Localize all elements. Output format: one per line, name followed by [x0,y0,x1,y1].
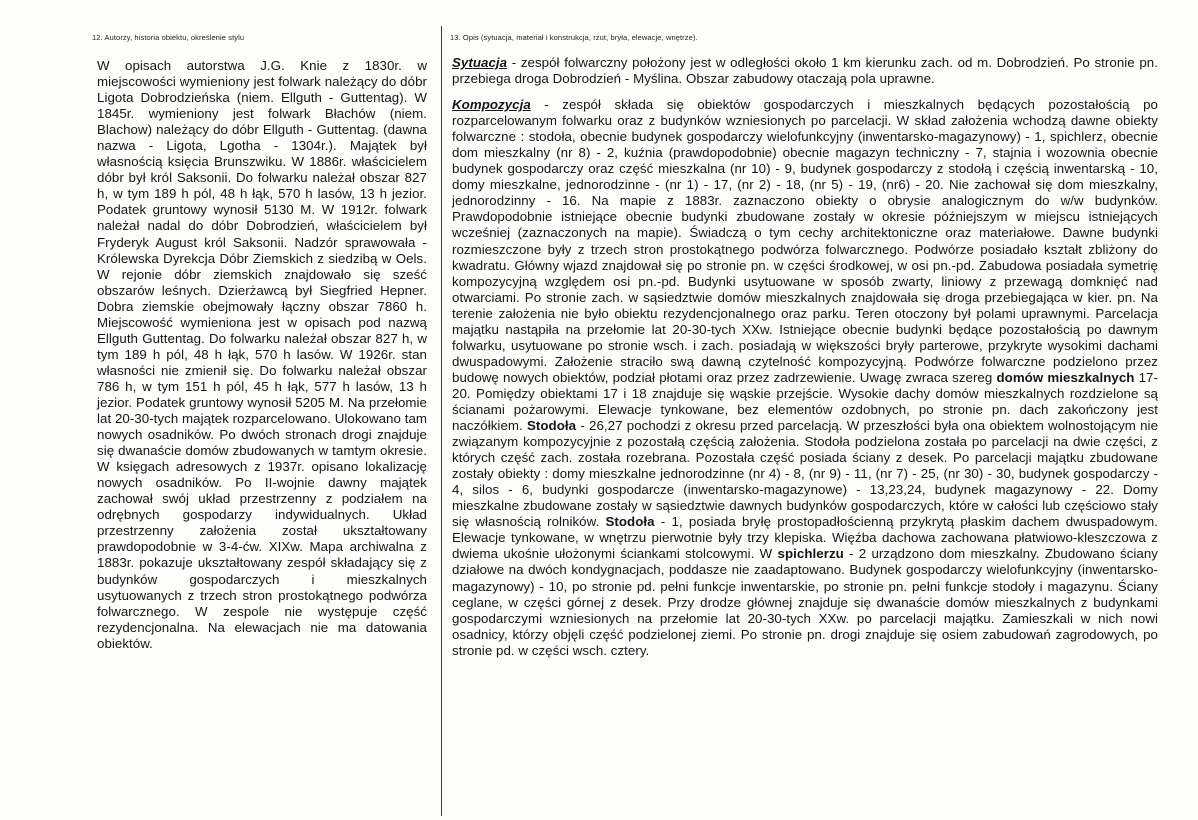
description-column [452,55,1158,659]
situation-paragraph [452,55,1158,87]
composition-text-1: - zespół składa się obiektów gospodarczych i mieszkalnych będących pozostałością po rozparcelowanym folwarku oraz z budynków wzniesionych po parcelacji. W skład założenia wchodzą dawne obiekty folwarczne : stodoła, obecnie budynek gospodarczy wielofunkcyjny (inwentarsko-magazynowy) - 1, spichlerz, obecnie dom mieszkalny (nr 8) - 2, kuźnia (prawdopodobnie) obecnie magazyn techniczny - 7, stajnia i wozownia obecnie budynek gospodarczy oraz część mieszkalna (nr 10) - 9, budynek gospodarczy z stodołą i częścią inwentarską - 10, domy mieszkalne, jednorodzinne - (nr 1) - 17, (nr 2) - 18, (nr 5) - 19, (nr6) - 20. Nie zachował się dom mieszkalny, jednorodzinny - 16. Na mapie z 1883r. zaznaczono obiekty o obrysie analogicznym do w/w budynków. Prawdopodobnie istniejące obecnie budynki zbudowane zostały w okresie późniejszym w miejscu istniejących wcześniej (zaznaczonych na mapie). Świadczą o tym cechy architektoniczne oraz materiałowe. Dawne budynki rozmieszczone były z trzech stron prostokątnego podwórza folwarcznego. Podwórze posiadało kształt zbliżony do kwadratu. Główny wjazd znajdował się po stronie pn. w części środkowej, w osi pn.-pd. Zabudowa posiadała symetrię kompozycyjną względem osi pn.-pd. Budynki usytuowane w sposób zwarty, liniowy z przewagą domknięć nad otwarciami. Po stronie zach. w sąsiedztwie domów mieszkalnych znajdowała się droga przebiegająca w kier. pn. Na terenie założenia nie było obiektu rezydencjonalnego oraz parku. Teren otoczony był polami uprawnymi. Parcelacja majątku nastąpiła na przełomie lat 20-30-tych XXw. Istniejące obecnie budynki będące pozostałością po dawnym folwarku, usytuowane po stronie wsch. i zach. posiadają w większości bryły parterowe, przykryte wysokimi dachami dwuspadowymi. Założenie straciło swą dawną czytelność kompozycyjną. Podwórze folwarczne podzielono przez budowę nowych obiektów, podział płotami oraz przez zadrzewienie. Uwagę zwraca szereg [452,97,1158,385]
section-12-header: 12. Autorzy, historia obiektu, określenie stylu [92,33,245,42]
section-13-header: 13. Opis (sytuacja, materiał i konstrukcja, rzut, bryła, elewacje, wnętrze). [450,33,698,42]
composition-text-4: - 1, posiada bryłę prostopadłościenną przykrytą płaskim dachem dwuspadowym. Elewacje tynkowane, w wnętrzu pierwotnie były trzy klepiska. Więźba dachowa zachowana płatwiowo-kleszczowa z dwiema ukośnie ułożonymi ściankami stolcowymi. W [452,514,1158,562]
composition-text-2: 17-20. Pomiędzy obiektami 17 i 18 znajduje się wąskie przejście. Wysokie dachy domów mieszkalnych rozdzielone są ścianami pożarowymi. Elewacje tynkowane, bez elementów ozdobnych, po stronie pn. dach zakończony jest naczółkiem. [452,369,1158,434]
column-divider [441,26,442,816]
composition-text-5: - 2 urządzono dom mieszkalny. Zbudowano ściany działowe na dwóch kondygnacjach, poddasze nie zaadaptowano. Budynek gospodarczy wielofunkcyjny (inwentarsko-magazynowy) - 10, po stronie pd. pełni funkcje inwentarskie, po stronie pn. pełni funkcje stodoły i magazynu. Ściany ceglane, w części górnej z desek. Przy drodze głównej znajduje się dwanaście domów mieszkalnych z budynkami gospodarczymi wzniesionych na przełomie lat 20-30-tych XXw. po parcelacji majątku. Zamieszkali w nich nowi osadnicy, którzy objęli część podzielonej ziemi. Po stronie pn. drogi znajduje się osiem zabudowań zagrodowych, po stronie pd. w części wsch. cztery. [452,546,1158,658]
history-column [97,58,427,652]
situation-text: - zespół folwarczny położony jest w odległości około 1 km kierunku zach. od m. Dobrodzień. Po stronie pn. przebiega droga Dobrodzień - Myślina. Obszar zabudowy otaczają pola uprawne. [452,55,1158,87]
composition-heading: Kompozycja [452,97,531,113]
history-paragraph: W opisach autorstwa J.G. Knie z 1830r. w miejscowości wymieniony jest folwark należący do dóbr Ligota Dobrodzieńska (niem. Ellguth - Guttentag). W 1845r. wymieniony jest folwark Błachów (niem. Blachow) należący do dóbr Ellguth - Guttentag. (dawna nazwa - Ligota, Lgotha - 1304r.). Majątek był własnością księcia Brunszwiku. W 1886r. właścicielem dóbr był król Saksonii. Do folwarku należał obszar 827 h, w tym 189 h pól, 48 h łąk, 570 h lasów, 13 h jezior. Podatek gruntowy wynosił 5130 M. W 1912r. folwark należał nadal do dóbr Dobrodzień, właścicielem był Fryderyk August król Saksonii. Nadzór sprawowała - Królewska Dyrekcja Dóbr Ziemskich z siedzibą w Oels. W rejonie dóbr ziemskich znajdowało się sześć obszarów leśnych. Dzierżawcą był Siegfried Hepner. Dobra ziemskie obejmowały łączny obszar 7860 h. Miejscowość wymieniona jest w opisach pod nazwą Ellguth Guttentag. Do folwarku należał obszar 827 h, w tym 189 h pól, 48 h łąk, 570 h lasów. W 1926r. stan własności nie zmienił się. Do folwarku należał obszar 786 h, w tym 151 h pól, 45 h łąk, 577 h lasów, 13 h jezior. Podatek gruntowy wynosił 5205 M. Na przełomie lat 20-30-tych majątek rozparcelowano. Ulokowano tam nowych osadników. Po dwóch stronach drogi znajduje się dwanaście domów zbudowanych w tamtym okresie. W księgach adresowych z 1937r. opisano lokalizację nowych osadników. Po II-wojnie dawny majątek zachował swój układ przestrzenny z podziałem na odrębnych gospodarzy indywidualnych. Układ przestrzenny założenia został ukształtowany prawdopodobnie w 3-4-ćw. XIXw. Mapa archiwalna z 1883r. pokazuje ukształtowany zespół składający się z budynków gospodarczych i mieszkalnych usytuowanych z trzech stron prostokątnego podwórza folwarcznego. W zespole nie występuje część rezydencjonalna. Na elewacjach nie ma datowania obiektów. [97,58,428,651]
bold-term-barn-1: Stodoła [526,418,577,434]
situation-heading: Sytuacja [452,55,508,70]
bold-term-barn-2: Stodoła [605,514,655,530]
composition-text-3: - 26,27 pochodzi z okresu przed parcelacją. W przeszłości była ona obiektem wolnostojącym nie związanym kompozycyjnie z pozostałą częścią założenia. Stodoła podzielona została po parcelacji na dwie części, z których część zach. została rozebrana. Pozostała część posiada ściany z desek. Po parcelacji majątku zbudowane zostały obiekty : domy mieszkalne jednorodzinne (nr 4) - 8, (nr 9) - 11, (nr 7) - 25, (nr 30) - 30, budynek gospodarczy - 4, silos - 6, budynki gospodarcze (inwentarsko-magazynowe) - 13,23,24, budynek magazynowy - 22. Domy mieszkalne zbudowane zostały w sąsiedztwie dawnych budynków gospodarczych, które w całości lub częściowo stały się własnością rolników. [452,418,1159,530]
bold-term-residential-houses: domów mieszkalnych [996,369,1135,385]
composition-paragraph [452,97,1158,659]
bold-term-granary: spichlerzu [777,546,844,562]
